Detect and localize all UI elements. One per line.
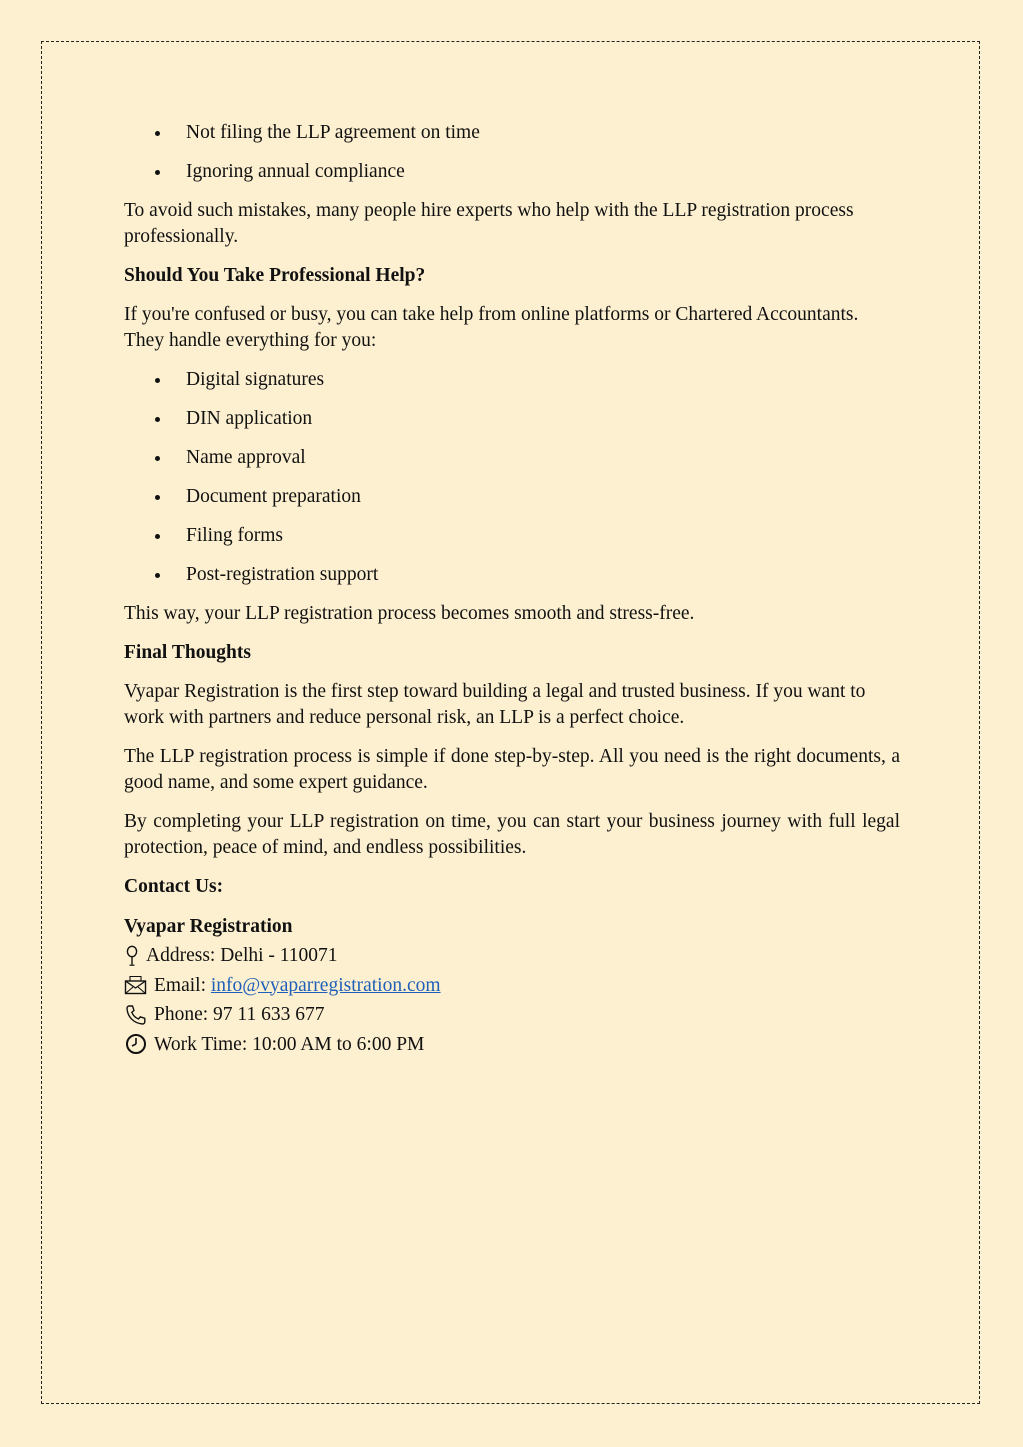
address-line [124, 941, 900, 971]
help-list [124, 367, 900, 588]
contact-block [124, 913, 900, 1059]
clock-icon [124, 1033, 148, 1055]
email-link[interactable]: info@vyaparregistration.com [210, 974, 441, 996]
phone-text: Phone: 97 11 633 677 [154, 1004, 325, 1025]
list-item: Not filing the LLP agreement on time [124, 120, 900, 146]
section-heading-final: Final Thoughts [124, 642, 251, 663]
email-label: Email: [154, 974, 211, 996]
work-time-line [124, 1030, 900, 1060]
list-item: Name approval [124, 445, 900, 471]
list-item: Ignoring annual compliance [124, 159, 900, 185]
phone-icon [124, 1004, 148, 1026]
list-item: Digital signatures [124, 367, 900, 393]
final-paragraph: Vyapar Registration is the first step toward building a legal and trusted business. If you want to work with partners and reduce personal risk, an LLP is a perfect choice. [124, 681, 866, 728]
list-item: DIN application [124, 406, 900, 432]
address-text: Address: Delhi - 110071 [146, 945, 338, 966]
list-item: Post-registration support [124, 562, 900, 588]
document-body [124, 120, 900, 1059]
list-item: Filing forms [124, 523, 900, 549]
email-line [124, 971, 900, 1001]
intro-paragraph: To avoid such mistakes, many people hire experts who help with the LLP registration process professionally. [124, 200, 854, 247]
envelope-icon [124, 975, 148, 995]
section-heading-contact: Contact Us: [124, 876, 224, 897]
mistakes-list [124, 120, 900, 185]
phone-line [124, 1000, 900, 1030]
list-item: Document preparation [124, 484, 900, 510]
final-paragraph: The LLP registration process is simple if done step-by-step. All you need is the right documents, a good name, and some expert guidance. [124, 746, 900, 793]
pin-icon [124, 945, 140, 967]
work-time-text: Work Time: 10:00 AM to 6:00 PM [154, 1033, 425, 1055]
section-heading-help: Should You Take Professional Help? [124, 265, 426, 286]
company-name: Vyapar Registration [124, 916, 293, 937]
help-closing: This way, your LLP registration process becomes smooth and stress-free. [124, 603, 695, 624]
final-paragraph: By completing your LLP registration on time, you can start your business journey with full legal protection, peace of mind, and endless possibilities. [124, 811, 900, 858]
help-paragraph: If you're confused or busy, you can take help from online platforms or Chartered Accountants. They handle everything for you: [124, 304, 859, 351]
